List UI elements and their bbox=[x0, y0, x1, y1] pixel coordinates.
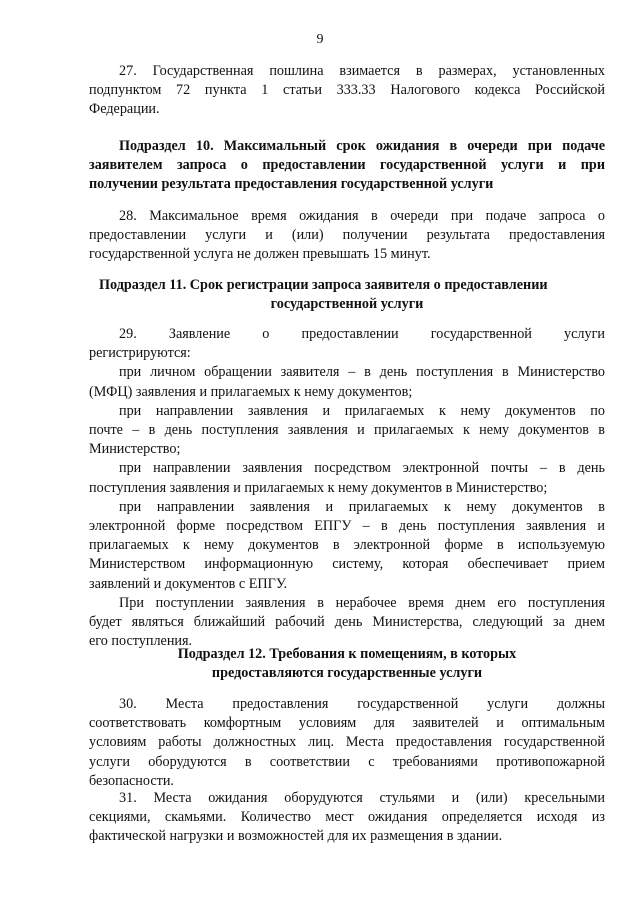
heading-line: Подраздел 12. Требования к помещениям, в которых bbox=[177, 646, 517, 662]
list-item-line: при направлении заявления и прилагаемых к нему документов по bbox=[119, 402, 605, 419]
text-line: государственной услуга не должен превышать 15 минут. bbox=[89, 246, 431, 263]
text-line: Федерации. bbox=[89, 101, 160, 118]
subsection-11-heading bbox=[89, 276, 605, 314]
heading-line: государственной услуги bbox=[270, 296, 424, 313]
list-item-line: электронной форме посредством ЕПГУ – в день поступления заявления и bbox=[89, 518, 605, 535]
heading-line: Подраздел 11. Срок регистрации запроса заявителя о предоставлении bbox=[99, 277, 548, 293]
text-line: его поступления. bbox=[89, 633, 193, 650]
paragraph-27 bbox=[89, 62, 605, 120]
heading-line: заявителем запроса о предоставлении государственной услуги и при bbox=[89, 157, 605, 174]
text-line: секциями, скамьями. Количество мест ожидания определяется исходя из bbox=[89, 809, 605, 826]
text-line: будет являться ближайший рабочий день Министерства, следующий за днем bbox=[89, 614, 605, 631]
text-line: фактической нагрузки и возможностей для их размещения в здании. bbox=[89, 828, 503, 845]
list-item-line: заявлений и документов с ЕПГУ. bbox=[89, 575, 288, 592]
text-line: предоставлении услуги и (или) получении результата предоставления bbox=[89, 227, 605, 244]
text-line: 27. Государственная пошлина взимается в размерах, установленных bbox=[119, 63, 605, 79]
text-line: 28. Максимальное время ожидания в очереди при подаче запроса о bbox=[119, 208, 605, 224]
text-line: безопасности. bbox=[89, 772, 174, 789]
text-line: 31. Места ожидания оборудуются стульями и (или) кресельными bbox=[119, 790, 605, 806]
text-line: соответствовать комфортным условиям для заявителей и оптимальным bbox=[89, 715, 605, 732]
list-item-line: прилагаемых к нему документов в электронной форме в используемую bbox=[89, 537, 605, 554]
list-item-line: почте – в день поступления заявления и прилагаемых к нему документов в bbox=[89, 422, 605, 439]
subsection-12-heading bbox=[89, 645, 605, 683]
heading-line: получении результата предоставления государственной услуги bbox=[89, 176, 494, 193]
paragraph-29 bbox=[89, 325, 605, 651]
text-line: условиям работы должностных лиц. Места предоставления государственной bbox=[89, 734, 605, 751]
text-line: регистрируются: bbox=[89, 345, 191, 362]
page-number: 9 bbox=[316, 32, 324, 47]
list-item-line: при направлении заявления посредством электронной почты – в день bbox=[119, 460, 605, 477]
list-item-line: поступления заявления и прилагаемых к нему документов в Министерство; bbox=[89, 479, 548, 496]
paragraph-28 bbox=[89, 207, 605, 265]
list-item-line: (МФЦ) заявления и прилагаемых к нему документов; bbox=[89, 383, 413, 400]
heading-line: предоставляются государственные услуги bbox=[211, 665, 483, 682]
list-item-line: Министерством информационную систему, которая обеспечивает прием bbox=[89, 556, 605, 573]
list-item-line: при личном обращении заявителя – в день поступления в Министерство bbox=[119, 364, 605, 381]
text-line: 30. Места предоставления государственной услуги должны bbox=[119, 696, 605, 712]
paragraph-30 bbox=[89, 695, 605, 791]
list-item-line: при направлении заявления и прилагаемых к нему документов в bbox=[119, 498, 605, 515]
text-line: подпунктом 72 пункта 1 статьи 333.33 Налогового кодекса Российской bbox=[89, 82, 605, 99]
text-line: услуги оборудуются в соответствии с требованиями противопожарной bbox=[89, 753, 605, 770]
list-item-line: Министерство; bbox=[89, 441, 181, 458]
subsection-10-heading bbox=[89, 137, 605, 195]
text-line: 29. Заявление о предоставлении государственной услуги bbox=[119, 326, 605, 342]
text-line: При поступлении заявления в нерабочее время днем его поступления bbox=[119, 594, 605, 611]
paragraph-31 bbox=[89, 789, 605, 847]
heading-line: Подраздел 10. Максимальный срок ожидания в очереди при подаче bbox=[119, 138, 605, 154]
